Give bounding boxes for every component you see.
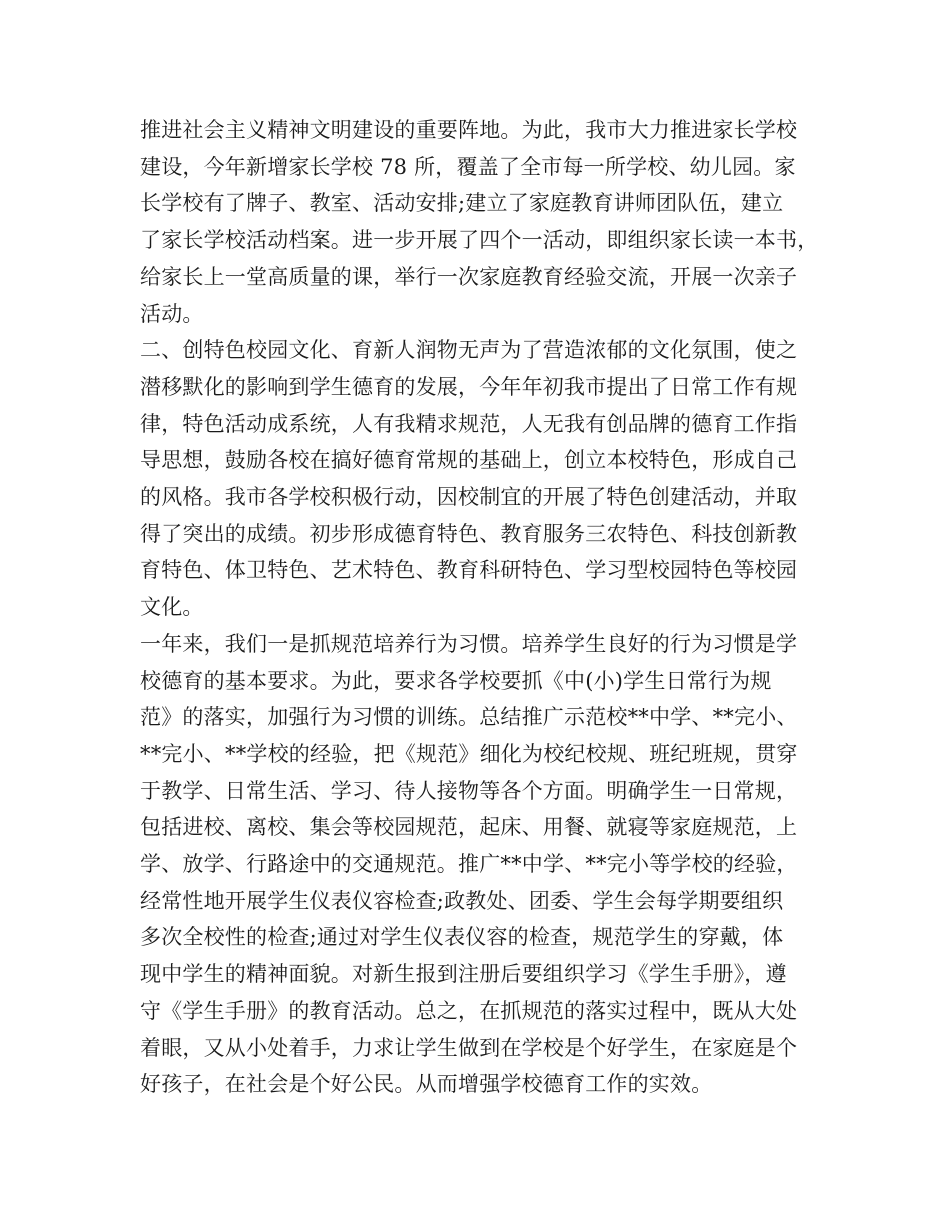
document-body bbox=[140, 112, 819, 1103]
text-line: 范》的落实，加强行为习惯的训练。总结推广示范校**中学、**完小、 bbox=[140, 705, 798, 730]
text-line: 学、放学、行路途中的交通规范。推广**中学、**完小等学校的经验， bbox=[140, 852, 798, 877]
text-line: 多次全校性的检查;通过对学生仪表仪容的检查，规范学生的穿戴，体 bbox=[140, 925, 784, 950]
text-line: 包括进校、离校、集会等校园规范，起床、用餐、就寝等家庭规范，上 bbox=[140, 815, 798, 840]
text-line: 潜移默化的影响到学生德育的发展，今年年初我市提出了日常工作有规 bbox=[140, 374, 798, 399]
text-line: 着眼，又从小处着手，力求让学生做到在学校是个好学生，在家庭是个 bbox=[140, 1035, 798, 1060]
text-line: 校德育的基本要求。为此，要求各学校要抓《中(小)学生日常行为规 bbox=[140, 668, 772, 693]
text-line: 一年来，我们一是抓规范培养行为习惯。培养学生良好的行为习惯是学 bbox=[140, 631, 798, 656]
text-line: 导思想，鼓励各校在搞好德育常规的基础上，创立本校特色，形成自己 bbox=[140, 448, 798, 473]
text-line: 建设，今年新增家长学校 78 所，覆盖了全市每一所学校、幼儿园。家 bbox=[140, 154, 796, 179]
text-line: 给家长上一堂高质量的课，举行一次家庭教育经验交流，开展一次亲子 bbox=[140, 264, 798, 289]
text-line: 好孩子，在社会是个好公民。从而增强学校德育工作的实效。 bbox=[140, 1072, 713, 1097]
text-line: 得了突出的成绩。初步形成德育特色、教育服务三农特色、科技创新教 bbox=[140, 521, 798, 546]
text-line: 文化。 bbox=[140, 595, 204, 620]
text-line: 推进社会主义精神文明建设的重要阵地。为此，我市大力推进家长学校 bbox=[140, 118, 798, 142]
text-line: 二、创特色校园文化、育新人润物无声为了营造浓郁的文化氛围，使之 bbox=[140, 338, 798, 363]
text-line: 守《学生手册》的教育活动。总之，在抓规范的落实过程中，既从大处 bbox=[140, 998, 798, 1023]
text-line: 活动。 bbox=[140, 301, 204, 326]
text-line: **完小、**学校的经验，把《规范》细化为校纪校规、班纪班规，贯穿 bbox=[140, 741, 798, 766]
text-line: 了家长学校活动档案。进一步开展了四个一活动，即组织家长读一本书， bbox=[140, 228, 819, 253]
text-line: 于教学、日常生活、学习、待人接物等各个方面。明确学生一日常规， bbox=[140, 778, 798, 803]
text-line: 长学校有了牌子、教室、活动安排;建立了家庭教育讲师团队伍，建立 bbox=[140, 191, 784, 216]
text-line: 现中学生的精神面貌。对新生报到注册后要组织学习《学生手册》，遵 bbox=[140, 962, 787, 987]
text-line: 律，特色活动成系统，人有我精求规范，人无我有创品牌的德育工作指 bbox=[140, 411, 798, 436]
text-line: 经常性地开展学生仪表仪容检查;政教处、团委、学生会每学期要组织 bbox=[140, 888, 784, 913]
text-line: 育特色、体卫特色、艺术特色、教育科研特色、学习型校园特色等校园 bbox=[140, 558, 798, 583]
text-line: 的风格。我市各学校积极行动，因校制宜的开展了特色创建活动，并取 bbox=[140, 485, 798, 510]
